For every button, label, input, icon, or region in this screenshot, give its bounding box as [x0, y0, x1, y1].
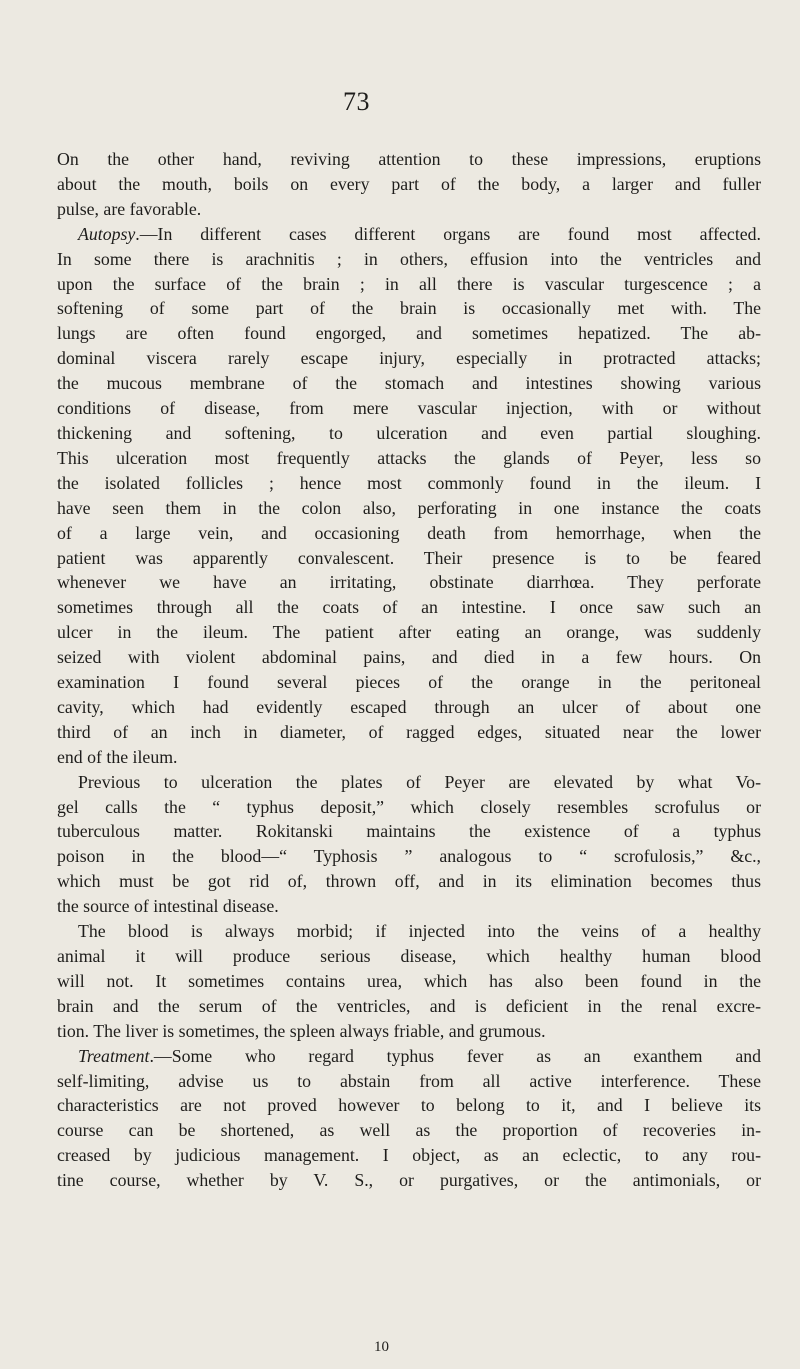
- text-line: the isolated follicles ; hence most commonly found in the ileum. I: [57, 472, 761, 493]
- text-line: the source of intestinal disease.: [57, 896, 279, 917]
- text-line: animal it will produce serious disease, which healthy human blood: [57, 946, 761, 966]
- text-line: upon the surface of the brain ; in all there is vascular turgescence ; a: [57, 273, 761, 294]
- text-line: seized with violent abdominal pains, and died in a few hours. On: [57, 647, 761, 668]
- text-line: tuberculous matter. Rokitanski maintains the existence of a typhus: [57, 821, 761, 842]
- text-line: creased by judicious management. I object, as an eclectic, to any rou-: [57, 1145, 761, 1166]
- text-line: of a large vein, and occasioning death from hemorrhage, when the: [57, 522, 761, 543]
- text-line: Previous to ulceration the plates of Peyer are elevated by what Vo-: [78, 771, 761, 792]
- text-line: lungs are often found engorged, and sometimes hepatized. The ab-: [57, 323, 761, 344]
- section-heading: Autopsy: [78, 223, 136, 244]
- body-text: [57, 147, 761, 1193]
- text-line: characteristics are not proved however to belong to it, and I believe its: [57, 1095, 761, 1116]
- text-line: dominal viscera rarely escape injury, especially in protracted attacks;: [57, 348, 761, 369]
- text-line: ulcer in the ileum. The patient after eating an orange, was suddenly: [57, 622, 761, 643]
- text-line: the mucous membrane of the stomach and intestines showing various: [57, 373, 761, 394]
- text-line: self-limiting, advise us to abstain from all active interference. These: [57, 1070, 761, 1091]
- text-line: examination I found several pieces of the orange in the peritoneal: [57, 672, 761, 693]
- section-heading: Treatment: [78, 1045, 150, 1066]
- text-line: On the other hand, reviving attention to these impressions, eruptions: [57, 149, 761, 169]
- text-line: whenever we have an irritating, obstinate diarrhœa. They perforate: [57, 572, 761, 593]
- text-line: This ulceration most frequently attacks the glands of Peyer, less so: [57, 447, 761, 468]
- text-line: about the mouth, boils on every part of the body, a larger and fuller: [57, 173, 761, 194]
- text-line: poison in the blood—“ Typhosis ” analogous to “ scrofulosis,” &c.,: [57, 846, 761, 867]
- text-line: brain and the serum of the ventricles, and is deficient in the renal excre-: [57, 995, 761, 1016]
- signature-mark: 10: [374, 1339, 389, 1355]
- text-line: Treatment.—Some who regard typhus fever as an exanthem and: [78, 1045, 761, 1066]
- text-line: thickening and softening, to ulceration and even partial sloughing.: [57, 422, 761, 443]
- text-line: tine course, whether by V. S., or purgatives, or the antimonials, or: [57, 1170, 761, 1191]
- text-line: course can be shortened, as well as the proportion of recoveries in-: [57, 1120, 761, 1141]
- text-line: end of the ileum.: [57, 746, 178, 767]
- text-line: Autopsy.—In different cases different organs are found most affected.: [78, 223, 761, 244]
- text-line: softening of some part of the brain is occasionally met with. The: [57, 298, 761, 319]
- text-line: will not. It sometimes contains urea, which has also been found in the: [57, 970, 761, 991]
- text-line: tion. The liver is sometimes, the spleen always friable, and grumous.: [57, 1020, 546, 1041]
- text-line: sometimes through all the coats of an intestine. I once saw such an: [57, 597, 761, 618]
- text-line: pulse, are favorable.: [57, 198, 202, 219]
- text-line: cavity, which had evidently escaped through an ulcer of about one: [57, 696, 761, 717]
- text-line: have seen them in the colon also, perforating in one instance the coats: [57, 497, 761, 518]
- page-number: 73: [343, 87, 370, 116]
- text-line: which must be got rid of, thrown off, and in its elimination becomes thus: [57, 871, 761, 892]
- text-line: In some there is arachnitis ; in others, effusion into the ventricles and: [57, 248, 761, 269]
- text-line: third of an inch in diameter, of ragged edges, situated near the lower: [57, 721, 761, 742]
- text-line: gel calls the “ typhus deposit,” which closely resembles scrofulus or: [57, 796, 761, 817]
- text-line: conditions of disease, from mere vascular injection, with or without: [57, 398, 761, 419]
- text-line: patient was apparently convalescent. Their presence is to be feared: [57, 547, 761, 568]
- text-line: The blood is always morbid; if injected into the veins of a healthy: [78, 921, 761, 942]
